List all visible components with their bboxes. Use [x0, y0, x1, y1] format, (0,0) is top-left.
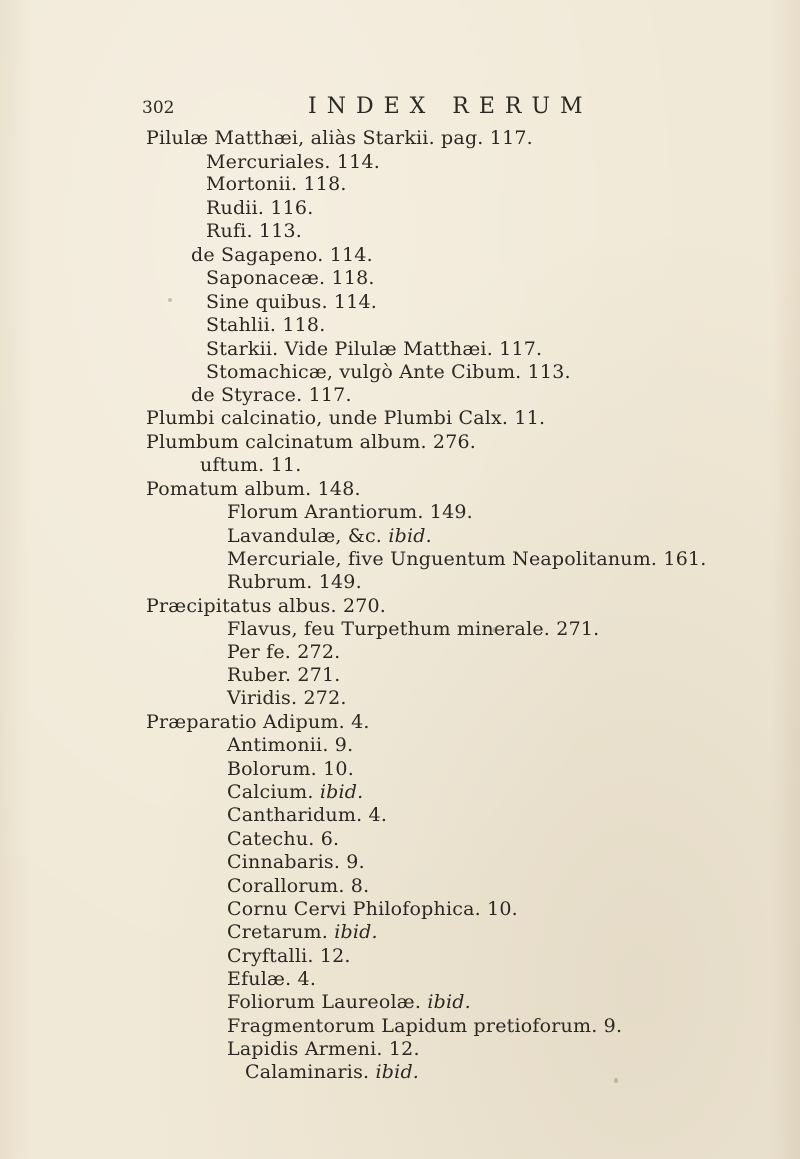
index-entry: Mercuriale, five Unguentum Neapolitanum. 161. — [227, 548, 707, 570]
paper-spot — [614, 1078, 618, 1083]
running-header: INDEX RERUM — [308, 94, 593, 119]
index-entry: de Styrace. 117. — [191, 384, 352, 406]
index-entry: Mortonii. 118. — [206, 173, 347, 195]
index-entry: Lapidis Armeni. 12. — [227, 1038, 420, 1060]
index-entry: Florum Arantiorum. 149. — [227, 501, 473, 523]
index-entry: Fragmentorum Lapidum pretioforum. 9. — [227, 1015, 623, 1037]
index-entry — [227, 781, 363, 803]
index-entry — [245, 1061, 419, 1083]
entry-ibid: ibid. — [427, 991, 471, 1013]
entry-text: Calaminaris. — [245, 1061, 370, 1083]
index-entry: Cryftalli. 12. — [227, 945, 351, 967]
entry-ibid: ibid. — [334, 921, 378, 943]
index-entry: Bolorum. 10. — [227, 758, 354, 780]
index-entry: Mercuriales. 114. — [206, 151, 381, 173]
entry-text: Lavandulæ, &c. — [227, 525, 383, 547]
entry-ibid: ibid. — [388, 525, 432, 547]
index-entry: Plumbum calcinatum album. 276. — [146, 431, 477, 453]
entry-ibid: ibid. — [375, 1061, 420, 1083]
index-entry: Rubrum. 149. — [227, 571, 362, 593]
entry-text: Calcium. — [227, 781, 314, 803]
entry-ibid: ibid. — [319, 781, 364, 803]
index-entry: Per fe. 272. — [227, 641, 341, 663]
index-entry: Rudii. 116. — [206, 197, 314, 219]
index-entry: Ruber. 271. — [227, 664, 341, 686]
index-entry: Viridis. 272. — [227, 687, 347, 709]
paper-spot — [168, 298, 172, 302]
index-entry: Cornu Cervi Philofophica. 10. — [227, 898, 518, 920]
page-number: 302 — [142, 98, 175, 118]
entry-text: Cretarum. — [227, 921, 329, 943]
index-entry: Sine quibus. 114. — [206, 291, 378, 313]
entry-text: Foliorum Laureolæ. — [227, 991, 422, 1013]
index-entry: de Sagapeno. 114. — [191, 244, 373, 266]
index-entry: Cantharidum. 4. — [227, 804, 388, 826]
index-entry: Pilulæ Matthæi, aliàs Starkii. pag. 117. — [146, 127, 533, 149]
index-entry: Corallorum. 8. — [227, 875, 370, 897]
index-entry: Starkii. Vide Pilulæ Matthæi. 117. — [206, 338, 543, 360]
index-entry: Catechu. 6. — [227, 828, 340, 850]
index-entry: Stahlii. 118. — [206, 314, 326, 336]
index-entry — [227, 991, 471, 1013]
index-entry: Flavus, feu Turpethum minerale. 271. — [227, 618, 600, 640]
index-entry: uftum. 11. — [200, 454, 302, 476]
index-entry: Plumbi calcinatio, unde Plumbi Calx. 11. — [146, 407, 546, 429]
paper-spot — [492, 627, 498, 633]
index-entry: Præcipitatus albus. 270. — [146, 595, 387, 617]
index-entry: Cinnabaris. 9. — [227, 851, 365, 873]
index-entry: Rufi. 113. — [206, 220, 303, 242]
index-entry: Antimonii. 9. — [227, 734, 354, 756]
index-entry: Efulæ. 4. — [227, 968, 317, 990]
index-entry — [227, 921, 378, 943]
index-entry — [227, 525, 432, 547]
index-entry: Pomatum album. 148. — [146, 478, 361, 500]
index-entry: Stomachicæ, vulgò Ante Cibum. 113. — [206, 361, 571, 383]
index-entry: Saponaceæ. 118. — [206, 267, 375, 289]
index-entry: Præparatio Adipum. 4. — [146, 711, 370, 733]
